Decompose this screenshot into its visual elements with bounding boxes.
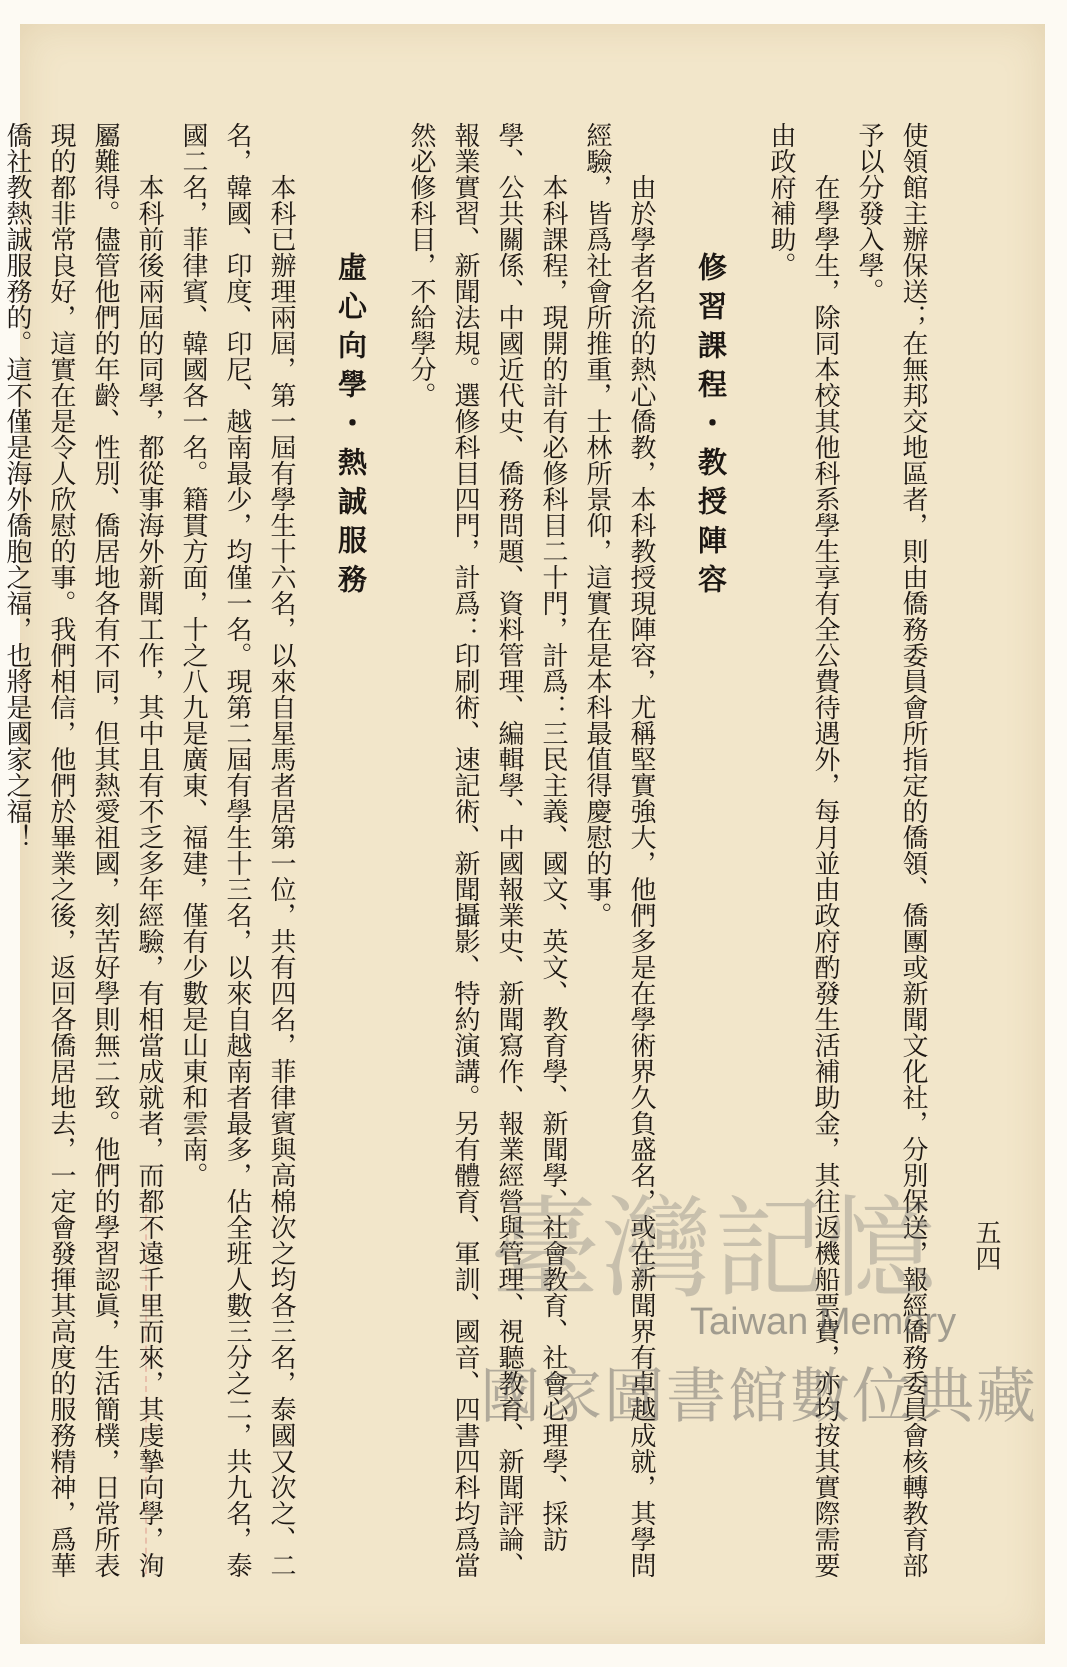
paragraph-students-spirit: 本科前後兩屆的同學，都從事海外新聞工作，其中且有不乏多年經驗，有相當成就者，而都不遠千里而來，其虔摯向學，洵屬難得。儘管他們的年齡、性別、僑居地各有不同，但其熱愛祖國，刻苦好學則無二致。他們的學習認眞，生活簡樸，日常所表現的都非常良好，這實在是令人欣慰的事。我們相信，他們於畢業之後，返回各僑居地去，一定會發揮其高度的服務精神，爲華僑社教熱誠服務的。這不僅是海外僑胞之福，也將是國家之福！ [2,122,164,1578]
page-number: 五四 [971,1219,1001,1271]
paragraph-faculty: 由於學者名流的熱心僑教，本科教授現陣容，尤稱堅實強大，他們多是在學術界久負盛名，或在新聞界有卓越成就，其學問經驗，皆爲社會所推重，士林所景仰，這實在是本科最值得慶慰的事。 [582,122,656,1578]
paragraph-curriculum: 本科課程，現開的計有必修科目二十門，計爲：三民主義、國文、英文、教育學、新聞學、社會教育、社會心理學、採訪學、公共關係、中國近代史、僑務問題、資料管理、編輯學、中國報業史、新聞寫作、報業經營與管理、視聽教育、新聞評論、報業實習、新聞法規。選修科目四門，計爲：印刷術、速記術、新聞攝影、特約演講。另有體育、軍訓、國音、四書四科均爲當然必修科目，不給學分。 [406,122,568,1578]
watermark-english-text: Taiwan Memory [690,1301,957,1343]
watermark-library-text: 國家圖書館數位典藏 [480,1362,1038,1432]
paragraph-admission-continued: 使領館主辦保送；在無邦交地區者，則由僑務委員會所指定的僑領、僑團或新聞文化社，分別保送，報經僑務委員會核轉教育部予以分發入學。 [854,122,928,1578]
document-page [2,24,1045,1644]
section-heading-study-service: 虛心向學・熱誠服務 [334,252,368,603]
section-heading-courses-faculty: 修習課程・教授陣容 [694,252,728,603]
paragraph-student-subsidy: 在學學生，除同本校其他科系學生享有全公費待遇外，每月並由政府酌發生活補助金，其往返機船票費，亦均按其實際需要由政府補助。 [766,122,840,1578]
taiwan-memory-watermark [480,1185,1038,1432]
paragraph-enrollment: 本科已辦理兩屆，第一屆有學生十六名，以來自星馬者居第一位，共有四名，菲律賓與高棉次之均各三名，泰國又次之、二名，韓國、印度、印尼、越南最少，均僅一名。現第二屆有學生十三名，以來自越南者最多，佔全班人數三分之二，共九名，泰國二名，菲律賓、韓國各一名。籍貫方面，十之八九是廣東、福建，僅有少數是山東和雲南。 [178,122,296,1578]
watermark-script-text: 臺灣記憶 [490,1185,938,1313]
